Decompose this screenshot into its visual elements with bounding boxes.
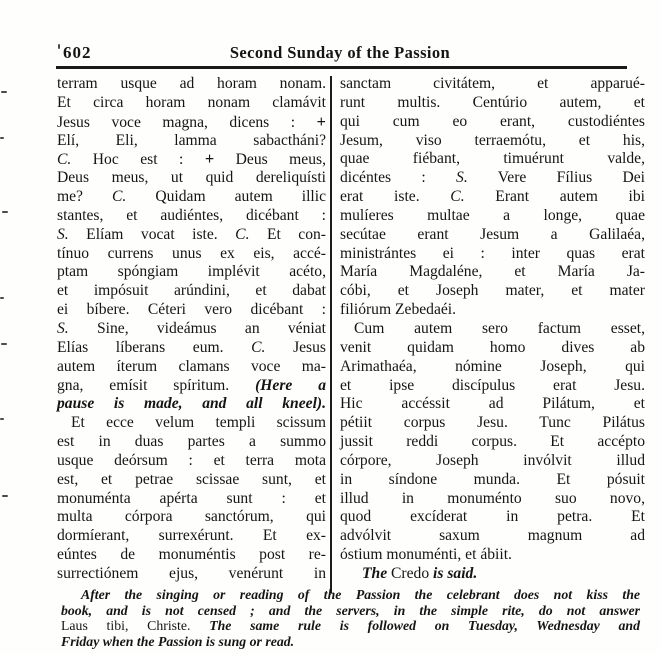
text-segment: Sine, videámus an véniat	[68, 319, 326, 337]
text-line	[57, 263, 326, 282]
right-text-column	[340, 75, 645, 584]
text-segment: in síndone munda. Et pósuit	[340, 470, 645, 488]
text-segment: ministrántes ei : inter quas erat	[340, 244, 645, 262]
text-line	[340, 320, 645, 339]
text-line	[340, 358, 645, 377]
text-line	[340, 226, 645, 245]
scan-artifact	[1, 91, 7, 93]
text-segment: ptam spóngiam implévit acéto,	[57, 263, 326, 281]
text-line	[340, 565, 645, 584]
text-line	[57, 75, 326, 94]
text-line	[340, 546, 645, 565]
text-segment: me?	[57, 188, 112, 206]
text-line	[57, 320, 326, 339]
text-line	[340, 377, 645, 396]
text-segment: est in duas partes a summo	[57, 433, 326, 451]
text-segment: erat iste.	[340, 188, 451, 206]
scan-artifact	[0, 137, 4, 139]
text-line	[57, 508, 326, 527]
text-line	[340, 508, 645, 527]
text-segment: dicéntes :	[340, 169, 457, 187]
text-segment: S.	[57, 319, 69, 337]
text-line	[57, 169, 326, 188]
header-rule	[56, 66, 627, 69]
text-line	[57, 546, 326, 565]
text-segment: dormíerant, surrexérunt. Et ex-	[57, 527, 326, 545]
text-segment: Hoc est :	[71, 151, 205, 169]
text-line	[57, 490, 326, 509]
text-segment: pause is made, and all kneel).	[57, 395, 326, 413]
text-segment: María Magdaléne, et María Ja-	[340, 263, 645, 281]
text-segment: S.	[57, 225, 69, 243]
text-line	[57, 226, 326, 245]
text-segment: óstium monuménti, et ábiit.	[340, 546, 512, 564]
text-segment: jussit reddi corpus. Et accépto	[340, 433, 645, 451]
text-line	[57, 113, 326, 132]
text-segment: et ipse discípulus erat Jesu.	[340, 376, 645, 394]
text-line	[340, 169, 645, 188]
text-segment: autem íterum clamans voce ma-	[57, 357, 326, 375]
text-segment: Hic accéssit ad Pilátum, et	[340, 395, 645, 413]
scan-artifact	[1, 343, 7, 345]
text-line	[57, 207, 326, 226]
text-segment: eúntes de monuméntis post re-	[57, 546, 326, 564]
text-segment: stantes, et audiéntes, dicébant :	[57, 206, 326, 224]
text-segment: Elí, Eli, lamma sabactháni?	[57, 131, 326, 149]
text-segment: venit quidam homo dives ab	[340, 338, 645, 356]
left-text-column	[57, 75, 326, 584]
text-segment: Cum autem sero factum esset,	[354, 319, 645, 337]
text-line	[340, 452, 645, 471]
rubric-footnote	[61, 587, 640, 649]
text-line	[57, 339, 326, 358]
text-segment: C.	[57, 151, 72, 169]
cross-icon: +	[204, 149, 215, 169]
text-segment: multa córpora sanctórum, qui	[57, 508, 326, 526]
text-line	[57, 358, 326, 377]
text-line	[57, 150, 326, 169]
text-line	[340, 433, 645, 452]
text-segment: Et ecce velum templi scissum	[71, 414, 326, 432]
text-segment: monuménta apérta sunt : et	[57, 489, 326, 507]
cross-icon: +	[316, 111, 326, 131]
text-segment: Credo	[391, 564, 434, 582]
text-segment: Friday when the Passion is sung or read.	[61, 633, 295, 649]
text-line	[57, 452, 326, 471]
text-line	[57, 471, 326, 490]
text-segment: Vere Fílius Dei	[467, 169, 645, 187]
text-segment: usque deórsum : et terra mota	[57, 451, 326, 469]
text-segment: C.	[235, 225, 250, 243]
text-line	[61, 634, 640, 650]
scan-artifact	[2, 211, 8, 213]
text-segment: The	[362, 564, 392, 582]
text-segment: Et con-	[249, 225, 326, 243]
text-line	[340, 527, 645, 546]
text-segment: illud in monuménto suo novo,	[340, 489, 645, 507]
text-segment: secútae erant Jesum a Galilaéa,	[340, 225, 645, 243]
text-segment: filiórum Zebedaéi.	[340, 301, 457, 319]
scan-artifact	[0, 418, 4, 420]
text-segment: Arimathaéa, nómine Joseph, qui	[340, 357, 645, 375]
text-segment: sanctam civitátem, et apparué-	[340, 75, 645, 92]
text-segment: gna, emísit spíritum.	[57, 376, 256, 394]
text-line	[340, 113, 645, 132]
text-line	[340, 75, 645, 94]
text-line	[57, 301, 326, 320]
text-segment: After the singing or reading of the Passion the celebrant does not kiss the	[81, 587, 640, 602]
text-line	[57, 94, 326, 113]
text-segment: (Here a	[255, 376, 326, 394]
text-segment: advólvit saxum magnum ad	[340, 527, 645, 545]
text-line	[340, 207, 645, 226]
text-segment: Laus tibi, Christe.	[61, 618, 210, 633]
text-line	[340, 245, 645, 264]
text-line	[57, 414, 326, 433]
text-segment: C.	[450, 188, 465, 206]
text-line	[340, 282, 645, 301]
text-line	[57, 245, 326, 264]
text-segment: C.	[112, 188, 127, 206]
text-segment: Erant autem ibi	[464, 188, 645, 206]
page-title: Second Sunday of the Passion	[229, 43, 451, 62]
text-segment: book, and is not censed ; and the servers, in the simple rite, do not answer	[61, 602, 640, 618]
text-segment: Jesus voce magna, dicens :	[57, 113, 317, 131]
text-line	[57, 377, 326, 396]
text-segment: Quidam autem illic	[126, 188, 326, 206]
text-line	[340, 490, 645, 509]
text-line	[61, 618, 640, 634]
text-segment: is said.	[433, 564, 478, 582]
text-line	[340, 395, 645, 414]
text-segment: est, et petrae scissae sunt, et	[57, 470, 326, 488]
text-line	[57, 282, 326, 301]
text-line	[57, 565, 326, 584]
text-segment: Et circa horam nonam clamávit	[57, 93, 326, 111]
scan-artifact	[2, 495, 8, 497]
text-line	[340, 301, 645, 320]
text-segment: pétiit corpus Jesu. Tunc Pilátus	[340, 414, 645, 432]
text-segment: Jesum, viso terraemótu, et his,	[340, 131, 645, 149]
text-segment: runt multis. Centúrio autem, et	[340, 93, 645, 111]
text-segment: quod excíderat in petra. Et	[340, 508, 645, 526]
text-segment: S.	[456, 169, 468, 187]
text-segment: Jesus	[265, 338, 326, 356]
text-segment: cóbi, et Joseph mater, et mater	[340, 282, 645, 300]
text-line	[57, 433, 326, 452]
text-line	[340, 339, 645, 358]
text-line	[57, 132, 326, 151]
text-segment: quae fiébant, timuérunt valde,	[340, 150, 645, 168]
column-divider	[330, 76, 332, 593]
text-segment: The same rule is followed on Tuesday, Wednesday and	[209, 618, 640, 633]
text-segment: et impósuit arúndini, et dabat	[57, 282, 326, 300]
text-line	[61, 587, 640, 603]
text-line	[340, 188, 645, 207]
text-line	[340, 414, 645, 433]
text-segment: Deus meus,	[214, 151, 326, 169]
text-segment: córpore, Joseph invólvit illud	[340, 451, 645, 469]
text-segment: tínuo currens unus ex eis, accé-	[57, 244, 326, 262]
text-segment: C.	[251, 338, 266, 356]
text-segment: qui cum eo erant, custodiéntes	[340, 112, 645, 130]
text-segment: ei bíbere. Céteri vero dicébant :	[57, 301, 326, 319]
text-segment: mulíeres multae a longe, quae	[340, 206, 645, 224]
text-line	[57, 395, 326, 414]
text-segment: terram usque ad horam nonam.	[57, 75, 326, 92]
scan-artifact	[0, 297, 4, 299]
text-line	[61, 603, 640, 619]
text-line	[340, 263, 645, 282]
text-segment: surrectiónem ejus, venérunt in	[57, 564, 326, 582]
page-number: 602	[63, 43, 92, 62]
text-segment: Deus meus, ut quid dereliquísti	[57, 169, 326, 187]
text-line	[340, 471, 645, 490]
text-line	[340, 132, 645, 151]
text-segment: Elías líberans eum.	[57, 338, 252, 356]
text-line	[57, 527, 326, 546]
text-line	[340, 94, 645, 113]
text-line	[57, 188, 326, 207]
text-segment: Elíam vocat iste.	[68, 225, 236, 243]
text-line	[340, 150, 645, 169]
